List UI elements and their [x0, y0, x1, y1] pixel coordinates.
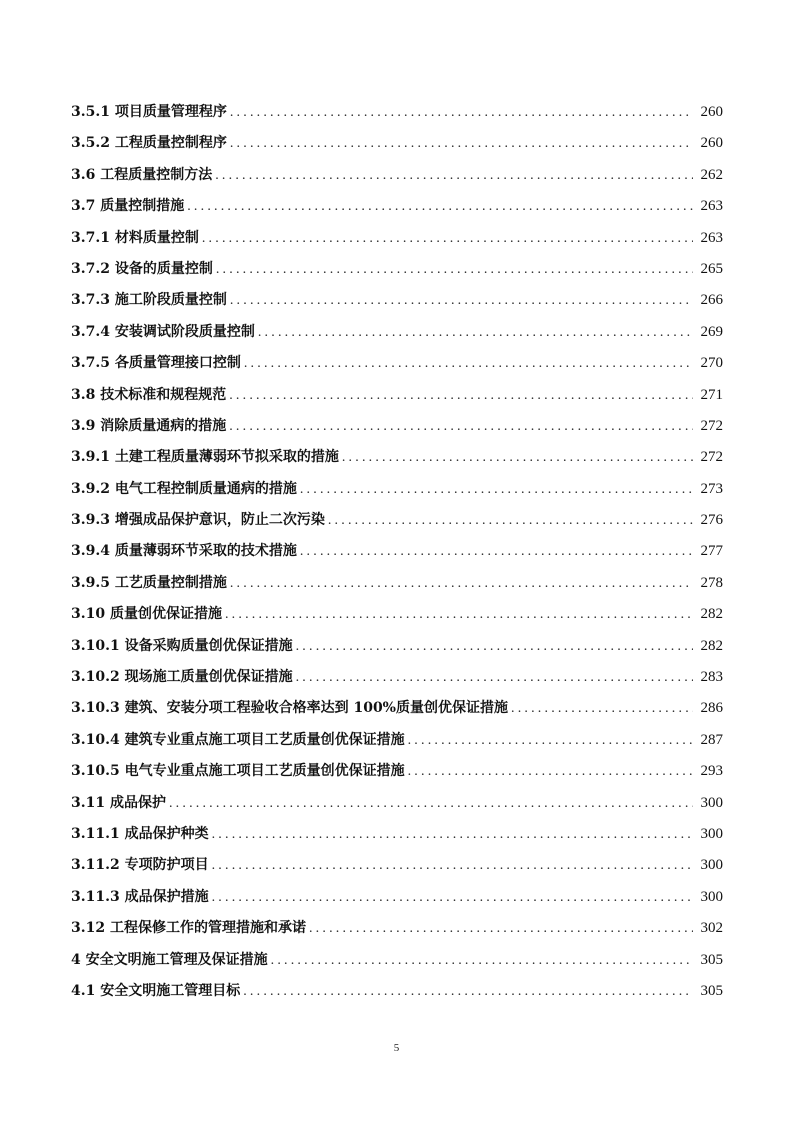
toc-entry-title: 3.7.1 材料质量控制 — [71, 229, 199, 246]
toc-entry-title: 3.11 成品保护 — [71, 794, 166, 811]
toc-dot-leader — [230, 572, 693, 596]
toc-entry-title: 3.10.4 建筑专业重点施工项目工艺质量创优保证措施 — [71, 731, 405, 748]
toc-dot-leader — [230, 289, 693, 313]
toc-dot-leader — [212, 886, 693, 910]
toc-entry-page: 282 — [700, 637, 723, 654]
toc-entry-title: 3.9.2 电气工程控制质量通病的措施 — [71, 480, 297, 497]
toc-entry-page: 302 — [700, 920, 723, 937]
toc-entry-title: 3.7.5 各质量管理接口控制 — [71, 355, 241, 372]
toc-entry-title: 3.10 质量创优保证措施 — [71, 606, 222, 623]
toc-entry-page: 263 — [700, 229, 723, 246]
toc-entry-page: 260 — [700, 104, 723, 120]
toc-entry[interactable] — [71, 822, 723, 853]
toc-entry[interactable] — [71, 508, 723, 539]
toc-dot-leader — [408, 729, 693, 753]
toc-entry[interactable] — [71, 320, 723, 351]
toc-dot-leader — [187, 195, 693, 219]
toc-entry-page: 278 — [700, 574, 723, 591]
toc-entry[interactable] — [71, 665, 723, 696]
toc-dot-leader — [300, 478, 693, 502]
toc-dot-leader — [328, 509, 693, 533]
toc-entry[interactable] — [71, 100, 723, 131]
toc-entry-title: 3.7.4 安装调试阶段质量控制 — [71, 323, 255, 340]
toc-entry-title: 3.5.2 工程质量控制程序 — [71, 135, 227, 152]
toc-dot-leader — [300, 540, 693, 564]
toc-dot-leader — [342, 446, 693, 470]
toc-entry[interactable] — [71, 885, 723, 916]
toc-entry[interactable] — [71, 163, 723, 194]
toc-entry-page: 286 — [700, 700, 723, 717]
toc-entry[interactable] — [71, 728, 723, 759]
toc-dot-leader — [296, 635, 693, 659]
toc-entry[interactable] — [71, 288, 723, 319]
toc-entry-page: 300 — [700, 857, 723, 874]
toc-dot-leader — [229, 415, 693, 439]
toc-entry[interactable] — [71, 602, 723, 633]
toc-dot-leader — [230, 101, 693, 125]
toc-entry-page: 266 — [700, 292, 723, 309]
toc-dot-leader — [511, 697, 693, 721]
toc-entry[interactable] — [71, 916, 723, 947]
toc-entry-page: 272 — [700, 417, 723, 434]
toc-entry-title: 3.7.2 设备的质量控制 — [71, 260, 213, 277]
table-of-contents — [71, 100, 723, 1010]
toc-entry[interactable] — [71, 979, 723, 1010]
toc-entry-page: 287 — [700, 731, 723, 748]
toc-entry[interactable] — [71, 257, 723, 288]
toc-dot-leader — [230, 132, 693, 156]
toc-dot-leader — [309, 917, 693, 941]
toc-dot-leader — [212, 823, 693, 847]
toc-entry-page: 276 — [700, 512, 723, 529]
toc-entry-page: 265 — [700, 260, 723, 277]
toc-entry-title: 3.11.1 成品保护种类 — [71, 825, 209, 842]
toc-entry-page: 293 — [700, 763, 723, 780]
toc-entry-page: 262 — [700, 166, 723, 183]
toc-entry-title: 3.9.1 土建工程质量薄弱环节拟采取的措施 — [71, 449, 339, 466]
toc-entry-title: 3.6 工程质量控制方法 — [71, 166, 213, 183]
toc-entry[interactable] — [71, 634, 723, 665]
toc-entry-title: 3.11.3 成品保护措施 — [71, 888, 209, 905]
toc-entry-page: 260 — [700, 135, 723, 152]
toc-entry-page: 271 — [700, 386, 723, 403]
toc-entry-title: 3.7 质量控制措施 — [71, 198, 185, 215]
toc-entry[interactable] — [71, 414, 723, 445]
toc-entry-page: 277 — [700, 543, 723, 560]
toc-entry-page: 272 — [700, 449, 723, 466]
toc-entry-page: 300 — [700, 825, 723, 842]
toc-dot-leader — [258, 321, 693, 345]
toc-entry-page: 273 — [700, 480, 723, 497]
toc-entry[interactable] — [71, 539, 723, 570]
toc-entry[interactable] — [71, 194, 723, 225]
toc-dot-leader — [215, 164, 693, 188]
toc-dot-leader — [212, 854, 693, 878]
toc-dot-leader — [408, 760, 693, 784]
toc-dot-leader — [169, 792, 693, 816]
toc-entry-title: 4 安全文明施工管理及保证措施 — [71, 951, 268, 968]
toc-entry-title: 3.10.5 电气专业重点施工项目工艺质量创优保证措施 — [71, 763, 405, 780]
toc-entry-page: 282 — [700, 606, 723, 623]
toc-entry[interactable] — [71, 571, 723, 602]
toc-entry-page: 305 — [700, 951, 723, 968]
toc-entry-title: 3.5.1 项目质量管理程序 — [71, 104, 227, 120]
toc-entry[interactable] — [71, 226, 723, 257]
toc-entry-page: 270 — [700, 355, 723, 372]
toc-dot-leader — [229, 384, 693, 408]
toc-entry-title: 3.9.4 质量薄弱环节采取的技术措施 — [71, 543, 297, 560]
toc-entry-title: 3.7.3 施工阶段质量控制 — [71, 292, 227, 309]
toc-dot-leader — [296, 666, 693, 690]
toc-entry[interactable] — [71, 383, 723, 414]
toc-dot-leader — [225, 603, 693, 627]
toc-entry[interactable] — [71, 696, 723, 727]
toc-entry[interactable] — [71, 445, 723, 476]
toc-entry-title: 3.10.2 现场施工质量创优保证措施 — [71, 669, 293, 686]
toc-entry-page: 283 — [700, 669, 723, 686]
toc-dot-leader — [216, 258, 693, 282]
toc-entry[interactable] — [71, 791, 723, 822]
toc-entry[interactable] — [71, 853, 723, 884]
toc-entry-page: 263 — [700, 198, 723, 215]
toc-dot-leader — [202, 227, 693, 251]
toc-entry[interactable] — [71, 351, 723, 382]
toc-entry-page: 305 — [700, 982, 723, 999]
toc-entry-title: 3.12 工程保修工作的管理措施和承诺 — [71, 920, 306, 937]
page-number: 5 — [393, 1042, 400, 1054]
toc-entry[interactable] — [71, 131, 723, 162]
toc-dot-leader — [243, 980, 693, 1004]
toc-dot-leader — [244, 352, 693, 376]
toc-entry-title: 3.8 技术标准和规程规范 — [71, 386, 227, 403]
toc-entry[interactable] — [71, 477, 723, 508]
toc-entry-title: 3.10.1 设备采购质量创优保证措施 — [71, 637, 293, 654]
toc-entry-title: 3.9 消除质量通病的措施 — [71, 417, 227, 434]
toc-entry-page: 300 — [700, 794, 723, 811]
toc-dot-leader — [271, 949, 693, 973]
toc-entry[interactable] — [71, 948, 723, 979]
toc-entry-page: 269 — [700, 323, 723, 340]
toc-entry-title: 4.1 安全文明施工管理目标 — [71, 982, 241, 999]
toc-entry-title: 3.11.2 专项防护项目 — [71, 857, 209, 874]
toc-entry[interactable] — [71, 759, 723, 790]
toc-entry-title: 3.10.3 建筑、安装分项工程验收合格率达到 100%质量创优保证措施 — [71, 700, 508, 717]
toc-entry-title: 3.9.5 工艺质量控制措施 — [71, 574, 227, 591]
toc-entry-title: 3.9.3 增强成品保护意识，防止二次污染 — [71, 512, 325, 529]
toc-entry-page: 300 — [700, 888, 723, 905]
